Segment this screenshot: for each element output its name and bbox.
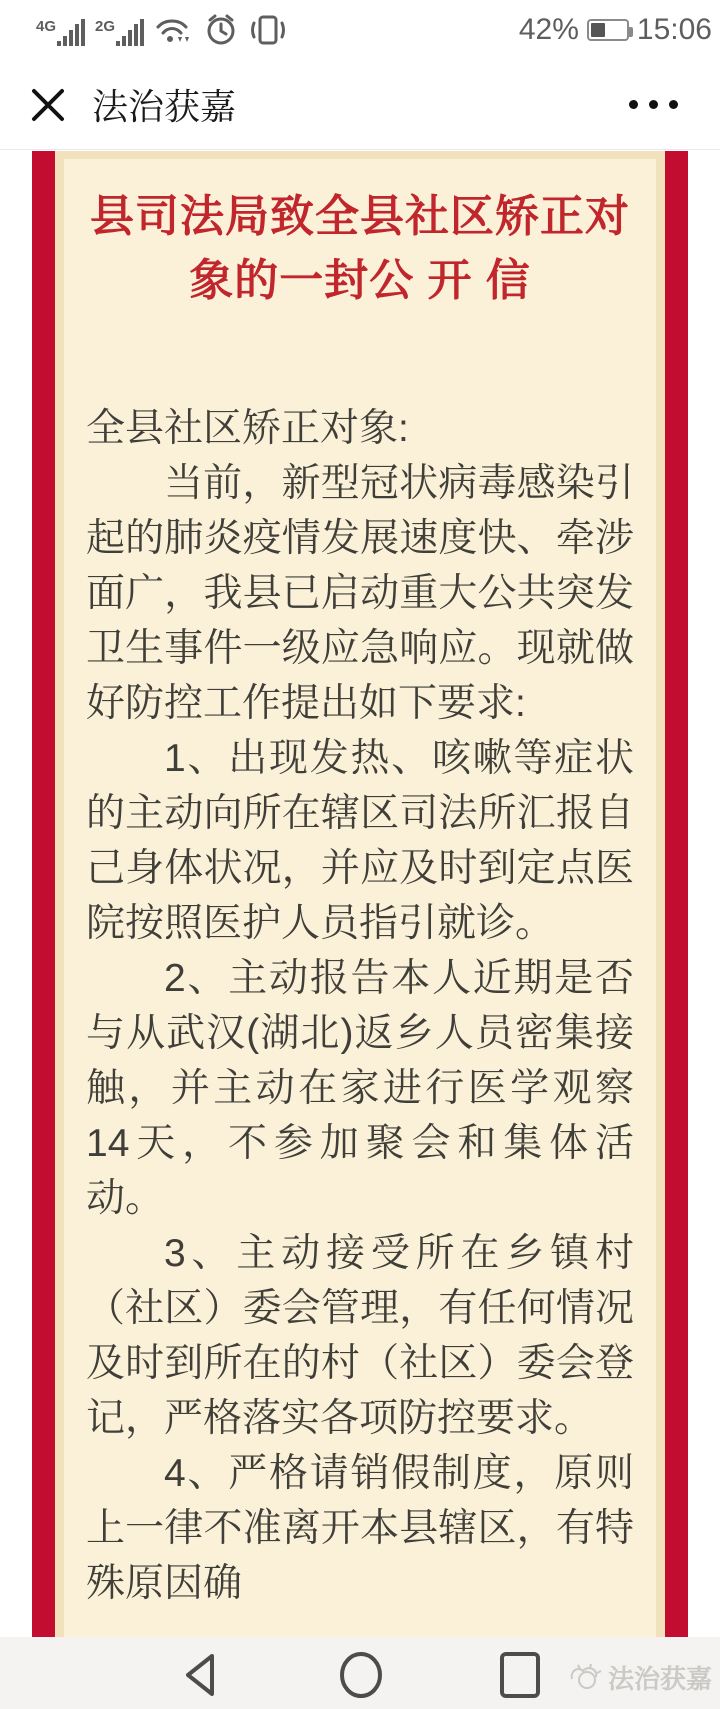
battery-percent-label: 42% xyxy=(518,13,579,46)
dot xyxy=(649,100,658,109)
alarm-icon xyxy=(204,13,238,47)
back-icon[interactable] xyxy=(178,1651,224,1699)
page-title: 法治获嘉 xyxy=(92,86,237,127)
letter-title-line1: 县司法局致全县社区矫正对 xyxy=(90,192,630,241)
letter-paragraph: 2、主动报告本人近期是否与从武汉(湖北)返乡人员密集接触，并主动在家进行医学观察14天，不参加聚会和集体活动。 xyxy=(86,957,634,1220)
signal-bars-icon xyxy=(116,17,144,47)
battery-icon xyxy=(587,19,629,41)
clock-label: 15:06 xyxy=(636,13,712,46)
dot xyxy=(629,100,638,109)
watermark-text: 法治获嘉 xyxy=(607,1664,712,1694)
battery-nub xyxy=(629,27,633,37)
signal-2g-icon xyxy=(95,17,144,47)
letter-paragraph: 1、出现发热、咳嗽等症状的主动向所在辖区司法所汇报自己身体状况，并应及时到定点医院按照医护人员指引就诊。 xyxy=(86,737,634,945)
dot xyxy=(669,100,678,109)
status-bar xyxy=(0,0,720,60)
recents-icon[interactable] xyxy=(497,1651,543,1699)
letter-title xyxy=(86,185,634,313)
letter-paragraphs xyxy=(86,456,634,1611)
android-nav-bar xyxy=(0,1637,720,1709)
status-right xyxy=(519,13,712,47)
home-icon[interactable] xyxy=(338,1651,384,1699)
watermark xyxy=(568,1659,712,1696)
letter-paragraph: 当前，新型冠状病毒感染引起的肺炎疫情发展速度快、牵涉面广，我县已启动重大公共突发卫生事件一级应急响应。现就做好防控工作提出如下要求: xyxy=(86,462,634,725)
more-options-icon[interactable] xyxy=(629,100,678,109)
letter-mat xyxy=(55,151,665,1709)
letter-salutation: 全县社区矫正对象: xyxy=(86,407,409,450)
close-icon[interactable] xyxy=(28,85,68,125)
letter-title-line2: 象的一封公 开 信 xyxy=(189,256,531,305)
vibrate-icon xyxy=(248,13,288,47)
letter-paragraph: 3、主动接受所在乡镇村（社区）委会管理，有任何情况及时到所在的村（社区）委会登记，严格落实各项防控要求。 xyxy=(86,1232,634,1440)
letter-left-red-bar xyxy=(32,151,55,1709)
app-header xyxy=(0,60,720,150)
network-type-label: 4G xyxy=(36,18,57,35)
signal-bars-icon xyxy=(57,17,85,47)
network-type-label: 2G xyxy=(95,18,116,35)
letter-paragraph: 4、严格请销假制度，原则上一律不准离开本县辖区，有特殊原因确 xyxy=(86,1452,634,1605)
watermark-logo-icon xyxy=(568,1663,602,1693)
letter-page xyxy=(64,159,656,1701)
battery-fill xyxy=(591,23,605,37)
status-left-icons xyxy=(36,13,288,47)
letter-image xyxy=(32,151,688,1709)
signal-4g-icon xyxy=(36,17,85,47)
wifi-icon xyxy=(154,15,194,47)
letter-right-red-bar xyxy=(665,151,688,1709)
letter-body xyxy=(86,401,634,1611)
